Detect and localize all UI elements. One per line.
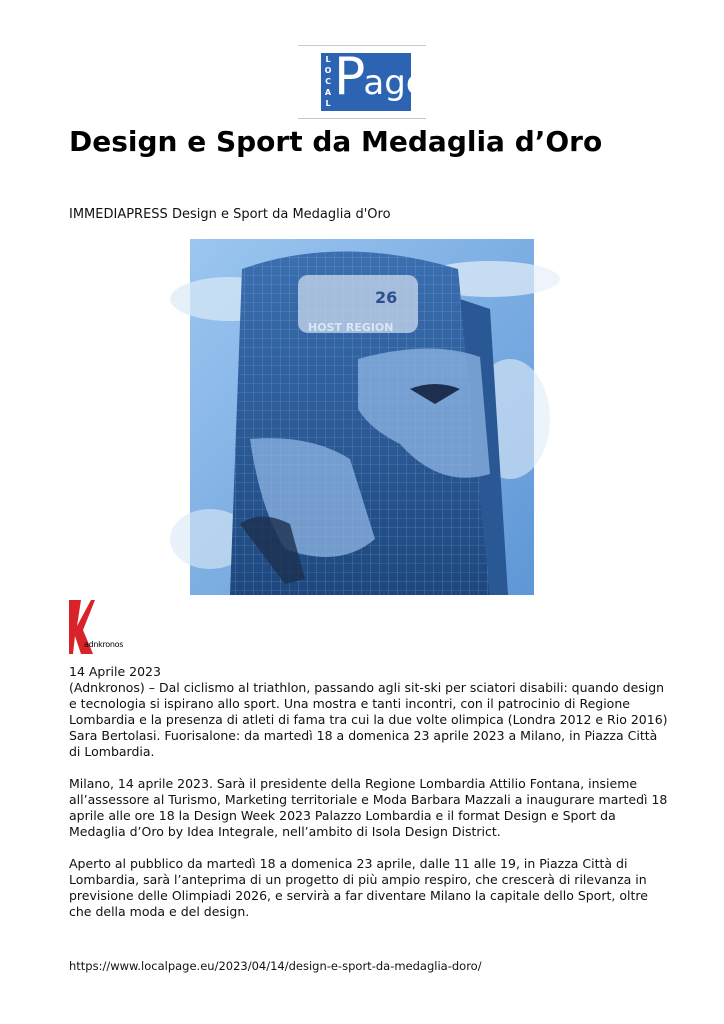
logo-local-letter: A (324, 88, 332, 97)
logo-top-rule (298, 45, 426, 46)
article-body (69, 664, 669, 936)
logo-bottom-rule (298, 118, 426, 119)
logo-local-letter: C (325, 77, 331, 86)
article-photo (190, 239, 534, 595)
logo-rest-text: age (363, 63, 427, 103)
article-paragraph: Aperto al pubblico da martedì 18 a domenica 23 aprile, dalle 11 alle 19, in Piazza Città di Lombardia, sarà l’anteprima di un progetto di più ampio respiro, che crescerà di rilevanza in previsione delle Olimpiadi 2026, e servirà a far diventare Milano la capitale dello Sport, oltre che della moda e del design. (69, 856, 648, 919)
article-date: 14 Aprile 2023 (69, 664, 161, 679)
article-title: Design e Sport da Medaglia d’Oro (69, 125, 603, 158)
footer-url-link[interactable]: https://www.localpage.eu/2023/04/14/design-e-sport-da-medaglia-doro/ (69, 959, 482, 973)
source-line: IMMEDIAPRESS Design e Sport da Medaglia d'Oro (69, 207, 391, 222)
localpage-logo[interactable] (321, 47, 427, 111)
logo-big-letter: P (334, 47, 364, 107)
adnkronos-wordmark: adnkronos (84, 640, 124, 649)
logo-local-letter: L (325, 99, 331, 108)
logo-page-text (334, 47, 427, 107)
logo-local-text (321, 55, 335, 109)
article-paragraph: (Adnkronos) – Dal ciclismo al triathlon, passando agli sit-ski per sciatori disabili: quando design e tecnologia si ispirano allo sport. Una mostra e tanti incontri, con il patrocinio di Regione Lombardia e la presenza di atleti di fama tra cui la due volte olimpica (Londra 2012 e Rio 2016) Sara Bertolasi. Fuorisalone: da martedì 18 a domenica 23 aprile 2023 a Milano, in Piazza Città di Lombardia. (69, 680, 668, 759)
article-paragraph: Milano, 14 aprile 2023. Sarà il presidente della Regione Lombardia Attilio Fontana, insieme all’assessore al Turismo, Marketing territoriale e Moda Barbara Mazzali a inaugurare martedì 18 aprile alle ore 18 la Design Week 2023 Palazzo Lombardia e il format Design e Sport da Medaglia d’Oro by Idea Integrale, nell’ambito di Isola Design District. (69, 776, 668, 839)
sign-text: HOST REGION (308, 321, 394, 334)
logo-local-letter: O (324, 66, 332, 75)
logo-local-letter: L (325, 55, 331, 64)
sign-number: 26 (375, 288, 398, 307)
